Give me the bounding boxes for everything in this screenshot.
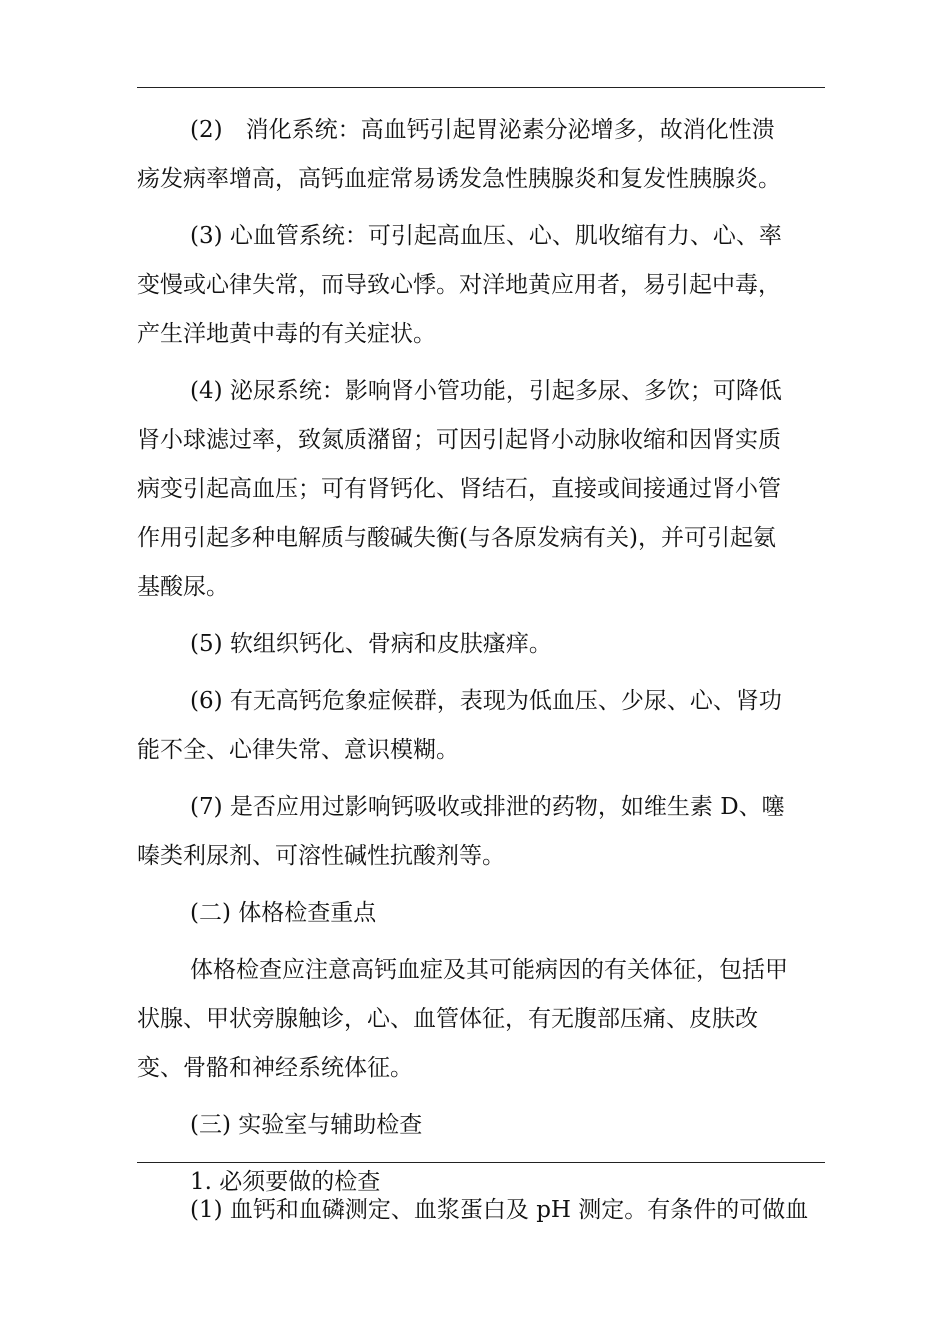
text-line: (6) 有无高钙危象症候群，表现为低血压、少尿、心、肾功	[190, 688, 782, 714]
paragraph-drugs	[137, 783, 827, 881]
text-line: 产生洋地黄中毒的有关症状。	[137, 321, 436, 347]
text-line: (3) 心血管系统：可引起高血压、心、肌收缩有力、心、率	[190, 223, 782, 249]
bottom-rule	[137, 1162, 825, 1163]
heading-text: 1. 必须要做的检查	[190, 1169, 381, 1195]
text-line: 作用引起多种电解质与酸碱失衡(与各原发病有关)，并可引起氨	[137, 525, 776, 551]
document-body	[137, 106, 827, 1215]
paragraph-blood-tests: (1) 血钙和血磷测定、血浆蛋白及 pH 测定。有条件的可做血	[190, 1197, 809, 1223]
top-rule	[137, 87, 825, 88]
text-line: 病变引起高血压；可有肾钙化、肾结石，直接或间接通过肾小管	[137, 476, 781, 502]
paragraph-cardiovascular	[137, 212, 827, 359]
text-line: 疡发病率增高，高钙血症常易诱发急性胰腺炎和复发性胰腺炎。	[137, 166, 781, 192]
text-line: 嗪类利尿剂、可溶性碱性抗酸剂等。	[137, 843, 505, 869]
text-line: 变、骨骼和神经系统体征。	[137, 1055, 413, 1081]
text-line: 基酸尿。	[137, 574, 229, 600]
paragraph-soft-tissue	[137, 620, 827, 669]
text-line: (5) 软组织钙化、骨病和皮肤瘙痒。	[190, 631, 552, 657]
text-line: 状腺、甲状旁腺触诊，心、血管体征，有无腹部压痛、皮肤改	[137, 1006, 758, 1032]
heading-text: (二) 体格检查重点	[190, 900, 377, 926]
heading-text: (三) 实验室与辅助检查	[190, 1112, 423, 1138]
paragraph-urinary	[137, 367, 827, 612]
text-line: 变慢或心律失常，而导致心悸。对洋地黄应用者，易引起中毒，	[137, 272, 781, 298]
section-heading-physical-exam	[137, 889, 827, 938]
text-line: 能不全、心律失常、意识模糊。	[137, 737, 459, 763]
text-line: (4) 泌尿系统：影响肾小管功能，引起多尿、多饮；可降低	[190, 378, 782, 404]
text-line: (2) 消化系统：高血钙引起胃泌素分泌增多，故消化性溃	[190, 117, 775, 143]
paragraph-crisis	[137, 677, 827, 775]
text-line: (7) 是否应用过影响钙吸收或排泄的药物，如维生素 D、噻	[190, 794, 785, 820]
paragraph-digestive	[137, 106, 827, 204]
text-line: 体格检查应注意高钙血症及其可能病因的有关体征，包括甲	[190, 957, 788, 983]
text-line: 肾小球滤过率，致氮质潴留；可因引起肾小动脉收缩和因肾实质	[137, 427, 781, 453]
paragraph-physical-exam	[137, 946, 827, 1093]
section-heading-lab	[137, 1101, 827, 1150]
